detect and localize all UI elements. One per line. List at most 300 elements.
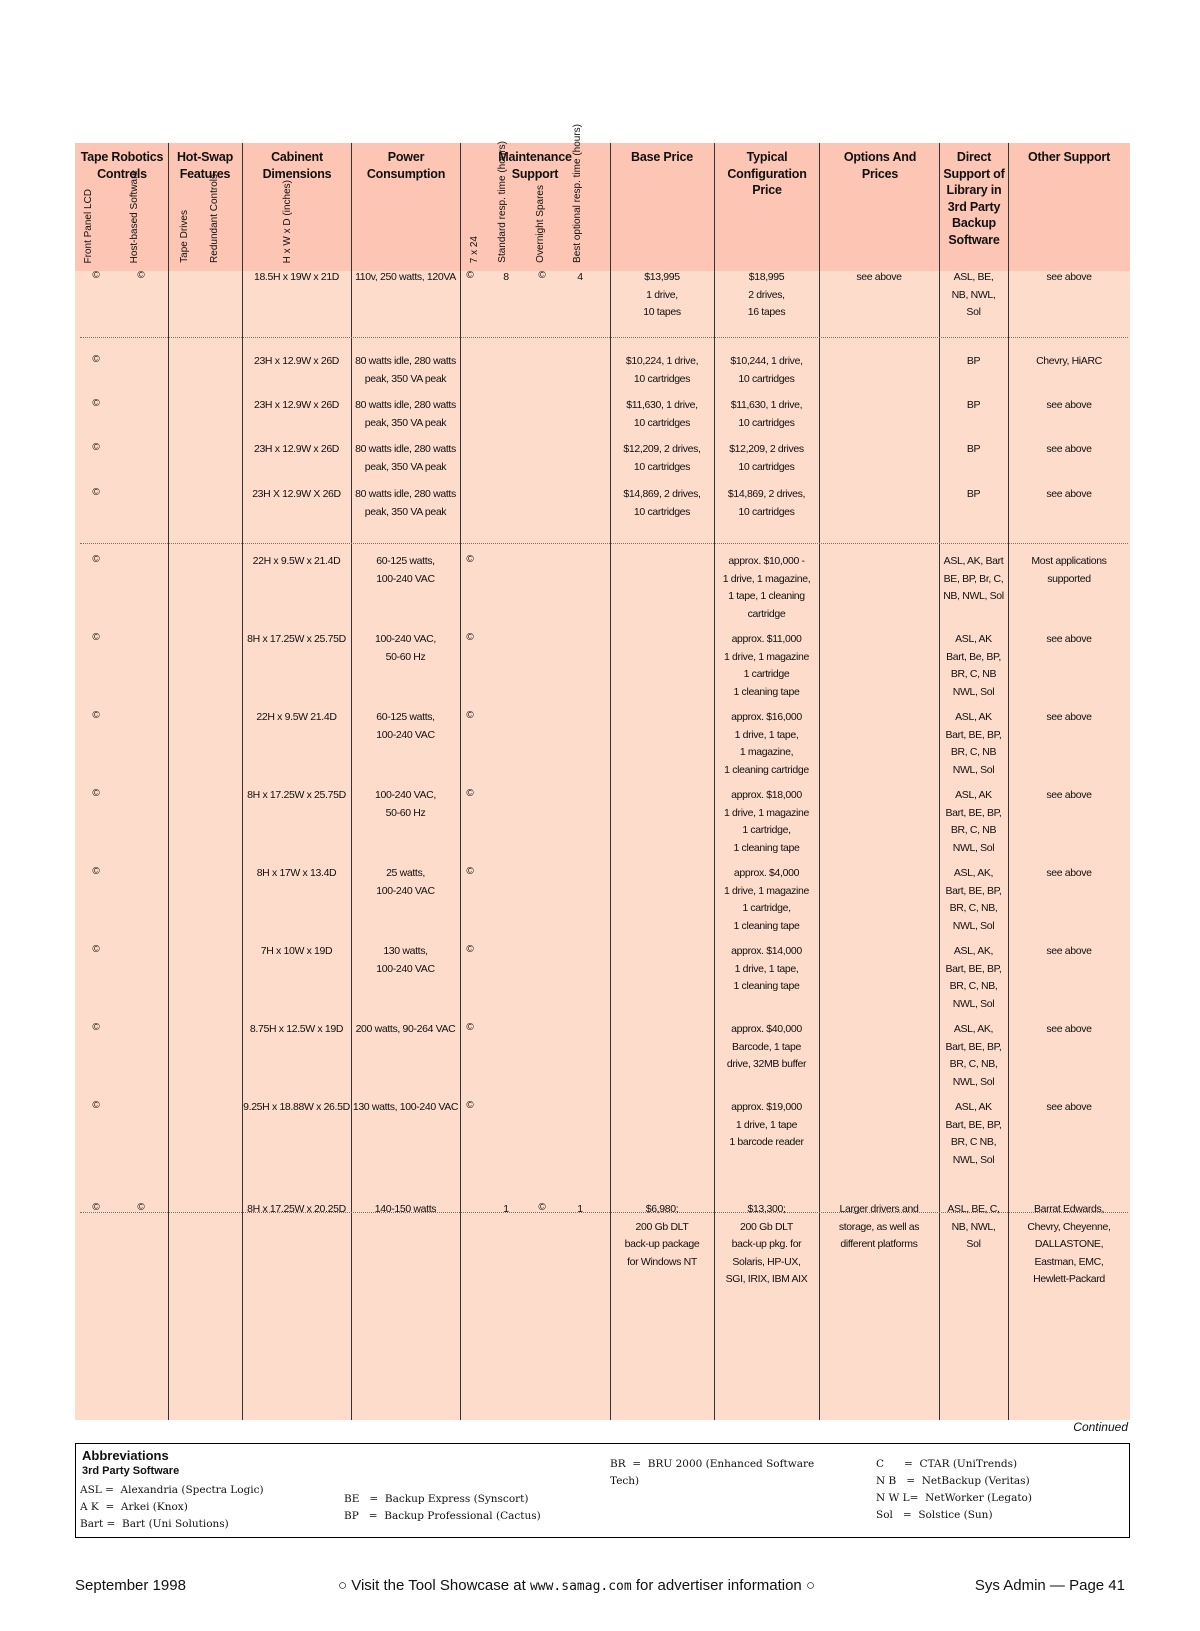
cell-base-price: [611, 269, 713, 322]
cell-typical-price: [715, 787, 818, 857]
cell-dimensions: [243, 441, 350, 459]
cell-dimensions: [243, 943, 350, 961]
cell-typical-price: [715, 441, 818, 476]
cell-text-line: 10 cartridges: [633, 460, 691, 473]
cell-direct-support: [940, 943, 1007, 1013]
abbr-entry: BP = Backup Professional (Cactus): [344, 1510, 541, 1522]
cell-text-line: see above: [1046, 488, 1092, 500]
header-power: Power Consumption: [366, 150, 446, 181]
cell-typical-price: [715, 943, 818, 996]
cell-text-line: see above: [1046, 1023, 1092, 1035]
mark-front-panel: ©: [92, 1100, 100, 1111]
cell-text-line: Barrat Edwards,: [1033, 1203, 1105, 1215]
cell-text-line: $13,300;: [747, 1203, 786, 1215]
mark-front-panel: ©: [92, 354, 100, 365]
cell-text-line: see above: [1046, 1101, 1092, 1113]
cell-text-line: SGI, IRIX, IBM AIX: [725, 1273, 808, 1285]
cell-text-line: 8.75H x 12.5W x 19D: [249, 1023, 344, 1035]
cell-text-line: ASL, AK, Bart: [943, 555, 1004, 567]
cell-text-line: see above: [1046, 867, 1092, 879]
cell-text-line: 80 watts idle, 280 watts: [355, 443, 456, 455]
cell-text-line: Hewlett-Packard: [1033, 1273, 1105, 1285]
header-cabinet: Cabinent Dimensions: [262, 150, 332, 181]
mark-host-based: ©: [137, 270, 145, 281]
header-typical: Typical Configuration Price: [727, 150, 807, 197]
cell-text-line: storage, as well as: [838, 1220, 920, 1233]
mark-7x24: ©: [466, 632, 474, 643]
cell-text-line: approx. $18,000: [731, 789, 802, 801]
cell-base-price: [611, 397, 713, 432]
mark-front-panel: ©: [92, 1022, 100, 1033]
cell-text-line: NWL, Sol: [952, 1153, 995, 1166]
cell-text-line: 140-150 watts: [374, 1203, 437, 1215]
cell-direct-support: [940, 1021, 1007, 1091]
cell-text-line: see above: [1046, 945, 1092, 957]
cell-text-line: NB, NWL,: [951, 288, 996, 301]
cell-text-line: 80 watts idle, 280 watts: [355, 399, 456, 411]
mark-front-panel: ©: [92, 270, 100, 281]
cell-text-line: 1 drive, 1 tape: [735, 1118, 798, 1131]
cell-text-line: 60-125 watts,: [376, 555, 435, 567]
mark-7x24: ©: [466, 944, 474, 955]
cell-text-line: ASL, AK,: [953, 945, 994, 957]
subheader-redundant: Redundant Controls: [209, 174, 220, 263]
cell-text-line: 1 cleaning tape: [733, 919, 800, 932]
cell-other-support: [1009, 865, 1129, 883]
cell-typical-price: [715, 865, 818, 935]
cell-dimensions: [243, 353, 350, 371]
cell-direct-support: [940, 1201, 1007, 1254]
cell-text-line: Most applications: [1031, 555, 1107, 567]
cell-text-line: 7H x 10W x 19D: [260, 945, 333, 957]
cell-text-line: 50-60 Hz: [385, 806, 426, 819]
cell-text-line: 60-125 watts,: [376, 711, 435, 723]
cell-best-optional: [570, 269, 590, 287]
cell-text-line: peak, 350 VA peak: [364, 505, 447, 518]
cell-text-line: 1 cartridge,: [742, 824, 791, 836]
cell-text-line: Bart, BE, BP,: [945, 806, 1002, 819]
cell-text-line: Larger drivers and: [839, 1203, 919, 1215]
cell-text-line: BR, C, NB: [950, 746, 997, 758]
cell-text-line: BP: [966, 443, 981, 455]
cell-text-line: Chevry, HiARC: [1036, 355, 1102, 367]
cell-direct-support: [940, 1099, 1007, 1169]
cell-text-line: 1 drive,: [646, 288, 678, 301]
mark-front-panel: ©: [92, 554, 100, 565]
cell-text-line: 1 tape, 1 cleaning: [728, 590, 805, 602]
cell-other-support: [1009, 631, 1129, 649]
cell-text-line: 1: [503, 1203, 509, 1215]
cell-base-price: [611, 486, 713, 521]
cell-dimensions: [243, 1021, 350, 1039]
subheader-standard-resp: Standard resp. time (hours): [497, 141, 508, 263]
cell-power: [352, 943, 459, 978]
cell-text-line: 1 drive, 1 magazine: [724, 650, 809, 663]
footer-date: September 1998: [75, 1577, 186, 1594]
cell-text-line: 8H x 17.25W x 25.75D: [247, 633, 346, 645]
cell-text-line: ASL, AK: [955, 789, 992, 801]
cell-text-line: see above: [1046, 789, 1092, 801]
cell-text-line: BR, C NB,: [950, 1136, 997, 1148]
mark-front-panel: ©: [92, 866, 100, 877]
cell-typical-price: [715, 1099, 818, 1152]
cell-text-line: BR, C, NB,: [949, 980, 998, 992]
cell-dimensions: [243, 1099, 350, 1117]
cell-text-line: BR, C, NB,: [949, 902, 998, 914]
footer-visit: [338, 1577, 815, 1594]
cell-options: [820, 269, 938, 287]
cell-text-line: 16 tapes: [747, 306, 786, 318]
cell-text-line: ASL, AK,: [953, 867, 994, 879]
cell-text-line: back-up package: [624, 1238, 700, 1250]
cell-text-line: 110v, 250 watts, 120VA: [355, 271, 456, 283]
column-divider: [242, 143, 243, 1420]
abbr-entry: Bart = Bart (Uni Solutions): [80, 1518, 229, 1530]
cell-text-line: NWL, Sol: [952, 841, 995, 854]
cell-typical-price: [715, 353, 818, 388]
cell-text-line: ASL, AK: [955, 711, 992, 723]
cell-text-line: Bart, BE, BP,: [945, 1040, 1002, 1053]
cell-text-line: see above: [1046, 443, 1092, 455]
cell-text-line: $14,869, 2 drives,: [623, 488, 701, 500]
cell-text-line: Eastman, EMC,: [1034, 1255, 1104, 1268]
cell-text-line: Sol: [966, 306, 981, 318]
cell-text-line: 22H x 9.5W x 21.4D: [252, 555, 341, 567]
cell-other-support: [1009, 1021, 1129, 1039]
cell-text-line: 130 watts,: [383, 945, 428, 957]
cell-power: [352, 787, 459, 822]
group-separator: [80, 543, 1128, 544]
cell-power: [352, 397, 459, 432]
cell-text-line: Bart, BE, BP,: [945, 1118, 1002, 1131]
cell-other-support: [1009, 1099, 1129, 1117]
cell-text-line: 1 drive, 1 magazine,: [722, 572, 811, 585]
cell-text-line: 1 barcode reader: [729, 1136, 804, 1148]
cell-text-line: peak, 350 VA peak: [364, 372, 447, 385]
cell-text-line: see above: [1046, 633, 1092, 645]
header-robotics: Tape Robotics Controls: [80, 150, 164, 181]
cell-direct-support: [940, 353, 1007, 371]
cell-text-line: 100-240 VAC: [376, 728, 435, 741]
cell-text-line: 100-240 VAC,: [375, 633, 436, 645]
mark-host-based: ©: [137, 1202, 145, 1213]
cell-text-line: $11,630, 1 drive,: [730, 399, 803, 411]
mark-7x24: ©: [466, 270, 474, 281]
mark-overnight: ©: [538, 1202, 546, 1213]
mark-7x24: ©: [466, 554, 474, 565]
cell-base-price: [611, 353, 713, 388]
cell-text-line: different platforms: [840, 1238, 918, 1250]
subheader-7x24: 7 x 24: [469, 235, 480, 263]
header-direct: Direct Support of Library in 3rd Party Backup Software: [943, 150, 1005, 247]
cell-text-line: 100-240 VAC,: [375, 789, 436, 801]
mark-front-panel: ©: [92, 442, 100, 453]
cell-dimensions: [243, 269, 350, 287]
cell-text-line: 22H x 9.5W 21.4D: [256, 711, 337, 723]
cell-dimensions: [243, 486, 350, 504]
cell-dimensions: [243, 1201, 350, 1219]
cell-typical-price: [715, 486, 818, 521]
cell-text-line: 200 Gb DLT: [635, 1220, 689, 1233]
cell-power: [352, 1021, 459, 1039]
cell-text-line: $18,995: [748, 271, 785, 283]
cell-text-line: 4: [577, 271, 583, 283]
cell-power: [352, 1099, 459, 1117]
cell-text-line: 80 watts idle, 280 watts: [355, 488, 456, 500]
cell-text-line: 10 cartridges: [633, 372, 691, 385]
cell-text-line: peak, 350 VA peak: [364, 460, 447, 473]
cell-text-line: approx. $14,000: [731, 945, 802, 957]
subheader-overnight: Overnight Spares: [535, 185, 546, 263]
cell-text-line: NWL, Sol: [952, 685, 995, 698]
mark-front-panel: ©: [92, 1202, 100, 1213]
cell-text-line: BP: [966, 399, 981, 411]
abbreviations-box: [75, 1443, 1130, 1538]
header-options: Options And Prices: [843, 150, 917, 181]
cell-text-line: 1 cleaning tape: [733, 685, 800, 698]
cell-text-line: NWL, Sol: [952, 997, 995, 1010]
cell-text-line: BP: [966, 355, 981, 367]
mark-7x24: ©: [466, 1022, 474, 1033]
mark-front-panel: ©: [92, 788, 100, 799]
cell-text-line: Chevry, Cheyenne,: [1027, 1220, 1111, 1233]
cell-typical-price: [715, 553, 818, 623]
cell-text-line: 23H X 12.9W X 26D: [252, 488, 341, 500]
cell-power: [352, 553, 459, 588]
column-divider: [351, 143, 352, 1420]
cell-text-line: ASL, AK,: [953, 1023, 994, 1035]
cell-power: [352, 441, 459, 476]
cell-text-line: $11,630, 1 drive,: [626, 399, 698, 411]
cell-text-line: 9.25H x 18.88W x 26.5D: [243, 1101, 350, 1113]
cell-text-line: Solaris, HP-UX,: [732, 1255, 801, 1268]
cell-typical-price: [715, 709, 818, 779]
cell-text-line: 10 cartridges: [738, 372, 795, 385]
cell-text-line: 1 magazine,: [739, 746, 794, 758]
abbr-entry: Tech): [610, 1475, 640, 1487]
cell-text-line: approx. $40,000: [731, 1023, 802, 1035]
cell-other-support: [1009, 353, 1129, 371]
cell-text-line: 10 cartridges: [633, 416, 691, 429]
cell-standard-resp: [496, 1201, 516, 1219]
cell-other-support: [1009, 486, 1129, 504]
cell-text-line: supported: [1047, 572, 1091, 585]
cell-text-line: 100-240 VAC: [376, 572, 435, 585]
cell-text-line: 1 drive, 1 magazine: [724, 806, 809, 819]
abbr-entry: BR = BRU 2000 (Enhanced Software: [610, 1458, 815, 1470]
cell-dimensions: [243, 709, 350, 727]
cell-text-line: 10 cartridges: [738, 460, 795, 473]
cell-text-line: 10 cartridges: [738, 416, 795, 429]
cell-text-line: NWL, Sol: [952, 1075, 995, 1088]
cell-text-line: peak, 350 VA peak: [364, 416, 447, 429]
cell-text-line: ASL, BE, C,: [947, 1203, 1000, 1215]
cell-text-line: 1 cleaning cartridge: [724, 763, 809, 776]
cell-direct-support: [940, 865, 1007, 935]
cell-text-line: 80 watts idle, 280 watts: [355, 355, 456, 367]
cell-standard-resp: [496, 269, 516, 287]
footer-visit-pre: ○ Visit the Tool Showcase at: [338, 1577, 530, 1594]
cell-text-line: ASL, BE,: [953, 271, 994, 283]
cell-text-line: BE, BP, Br, C,: [943, 572, 1004, 585]
header-maintenance: Maintenance Support: [498, 150, 572, 181]
cell-text-line: 10 cartridges: [738, 505, 795, 518]
cell-text-line: 8H x 17.25W x 20.25D: [247, 1203, 346, 1215]
cell-dimensions: [243, 631, 350, 649]
mark-front-panel: ©: [92, 944, 100, 955]
cell-text-line: $14,869, 2 drives,: [727, 488, 806, 500]
cell-typical-price: [715, 269, 818, 322]
cell-dimensions: [243, 553, 350, 571]
cell-text-line: BR, C, NB: [950, 668, 997, 680]
cell-text-line: cartridge: [747, 607, 786, 620]
cell-text-line: $12,209, 2 drives,: [623, 443, 701, 455]
cell-typical-price: [715, 1201, 818, 1289]
cell-power: [352, 865, 459, 900]
footer-url[interactable]: www.samag.com: [529, 1579, 632, 1594]
cell-typical-price: [715, 1021, 818, 1074]
cell-text-line: DALLASTONE,: [1034, 1238, 1104, 1250]
cell-text-line: approx. $10,000 -: [728, 555, 805, 567]
cell-text-line: BP: [966, 488, 981, 500]
cell-base-price: [611, 441, 713, 476]
cell-typical-price: [715, 631, 818, 701]
cell-direct-support: [940, 486, 1007, 504]
cell-other-support: [1009, 1201, 1129, 1289]
cell-other-support: [1009, 269, 1129, 287]
cell-text-line: 8H x 17.25W x 25.75D: [247, 789, 346, 801]
header-other: Other Support: [1027, 150, 1111, 164]
cell-text-line: approx. $16,000: [731, 711, 802, 723]
cell-power: [352, 709, 459, 744]
cell-text-line: 200 watts, 90-264 VAC: [355, 1023, 456, 1035]
cell-text-line: ASL, AK: [955, 1101, 992, 1113]
cell-other-support: [1009, 553, 1129, 588]
cell-text-line: $6,980;: [645, 1203, 679, 1215]
cell-power: [352, 269, 459, 287]
cell-text-line: see above: [1046, 711, 1092, 723]
cell-text-line: 18.5H x 19W x 21D: [253, 271, 340, 283]
cell-dimensions: [243, 865, 350, 883]
cell-text-line: 2 drives,: [748, 288, 785, 301]
header-base-price: Base Price: [631, 150, 693, 164]
cell-text-line: 200 Gb DLT: [740, 1220, 793, 1233]
cell-power: [352, 353, 459, 388]
cell-text-line: 25 watts,: [386, 867, 425, 879]
cell-text-line: 10 tapes: [643, 306, 681, 318]
cell-text-line: 1 drive, 1 magazine: [724, 884, 809, 897]
cell-text-line: $10,244, 1 drive,: [730, 355, 803, 367]
cell-text-line: back-up pkg. for: [731, 1238, 802, 1250]
cell-dimensions: [243, 397, 350, 415]
cell-text-line: $10,224, 1 drive,: [625, 355, 699, 367]
cell-typical-price: [715, 397, 818, 432]
cell-text-line: 100-240 VAC: [376, 884, 435, 897]
cell-text-line: BR, C, NB,: [949, 1058, 998, 1070]
mark-front-panel: ©: [92, 710, 100, 721]
mark-7x24: ©: [466, 710, 474, 721]
cell-other-support: [1009, 787, 1129, 805]
cell-direct-support: [940, 553, 1007, 606]
subheader-hwd: H x W x D (inches): [282, 179, 293, 263]
cell-power: [352, 631, 459, 666]
abbr-entry: N W L= NetWorker (Legato): [876, 1492, 1032, 1504]
cell-text-line: approx. $11,000: [731, 633, 802, 645]
cell-text-line: 1 cartridge: [743, 668, 790, 680]
cell-text-line: 23H x 12.9W x 26D: [253, 399, 340, 411]
cell-text-line: $13,995: [644, 271, 680, 283]
cell-text-line: 1 cartridge,: [742, 902, 791, 914]
cell-direct-support: [940, 631, 1007, 701]
cell-text-line: 1 cleaning tape: [733, 841, 800, 854]
cell-direct-support: [940, 787, 1007, 857]
mark-front-panel: ©: [92, 487, 100, 498]
mark-7x24: ©: [466, 788, 474, 799]
cell-direct-support: [940, 709, 1007, 779]
cell-text-line: approx. $19,000: [731, 1101, 802, 1113]
cell-text-line: NB, NWL,: [951, 1220, 996, 1233]
cell-text-line: 1 drive, 1 tape,: [734, 962, 799, 975]
cell-text-line: 100-240 VAC: [376, 962, 435, 975]
abbr-entry: C = CTAR (UniTrends): [876, 1458, 1018, 1470]
cell-text-line: NWL, Sol: [952, 919, 995, 932]
cell-text-line: 130 watts, 100-240 VAC: [352, 1101, 459, 1113]
cell-text-line: BR, C, NB: [950, 824, 997, 836]
header-hotswap: Hot-Swap Features: [176, 150, 234, 181]
continued-label: Continued: [1073, 1420, 1128, 1434]
cell-text-line: see above: [1046, 399, 1092, 411]
group-separator: [80, 337, 1128, 338]
cell-options: [820, 1201, 938, 1254]
abbreviations-subtitle: 3rd Party Software: [82, 1465, 180, 1477]
cell-text-line: NB, NWL, Sol: [943, 590, 1004, 602]
abbr-entry: Sol = Solstice (Sun): [876, 1509, 993, 1521]
cell-text-line: NWL, Sol: [952, 763, 995, 776]
cell-text-line: 23H x 12.9W x 26D: [253, 355, 340, 367]
mark-overnight: ©: [538, 270, 546, 281]
cell-direct-support: [940, 397, 1007, 415]
cell-text-line: 10 cartridges: [633, 505, 691, 518]
cell-text-line: 1: [577, 1203, 583, 1215]
mark-7x24: ©: [466, 866, 474, 877]
cell-text-line: drive, 32MB buffer: [726, 1058, 807, 1070]
subheader-tape-drives: Tape Drives: [179, 210, 190, 263]
footer-page: Sys Admin — Page 41: [974, 1577, 1125, 1594]
cell-other-support: [1009, 441, 1129, 459]
cell-base-price: [611, 1201, 713, 1271]
cell-text-line: Bart, BE, BP,: [945, 728, 1002, 741]
cell-text-line: 23H x 12.9W x 26D: [253, 443, 340, 455]
mark-7x24: ©: [466, 1100, 474, 1111]
cell-dimensions: [243, 787, 350, 805]
cell-text-line: Bart, Be, BP,: [946, 650, 1001, 663]
mark-front-panel: ©: [92, 398, 100, 409]
abbr-entry: BE = Backup Express (Synscort): [344, 1493, 529, 1505]
cell-best-optional: [570, 1201, 590, 1219]
cell-direct-support: [940, 269, 1007, 322]
cell-power: [352, 1201, 459, 1219]
cell-text-line: see above: [856, 271, 902, 283]
cell-text-line: 8: [503, 271, 509, 283]
abbr-entry: ASL = Alexandria (Spectra Logic): [80, 1484, 264, 1496]
cell-text-line: Bart, BE, BP,: [945, 962, 1002, 975]
cell-text-line: for Windows NT: [627, 1255, 697, 1268]
cell-direct-support: [940, 441, 1007, 459]
cell-other-support: [1009, 943, 1129, 961]
cell-text-line: 50-60 Hz: [385, 650, 426, 663]
cell-text-line: 1 cleaning tape: [733, 980, 800, 992]
cell-text-line: 1 drive, 1 tape,: [734, 728, 799, 741]
